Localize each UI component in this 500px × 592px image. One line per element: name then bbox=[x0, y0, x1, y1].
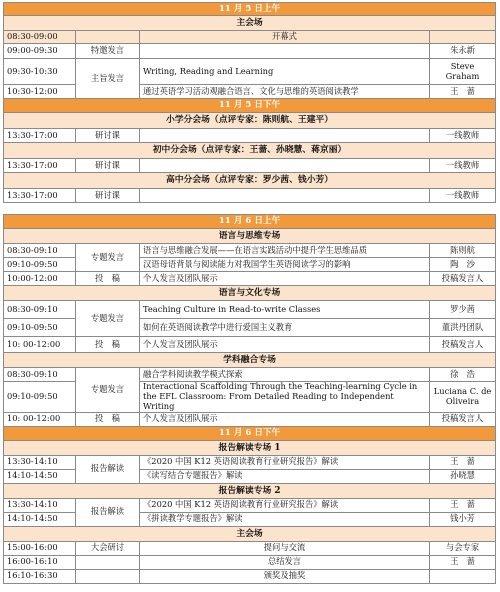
content-cell bbox=[140, 189, 430, 203]
day-header bbox=[4, 99, 496, 113]
session-title: 主会场 bbox=[4, 526, 496, 541]
time-cell: 10:30-12:00 bbox=[4, 85, 76, 99]
time-cell: 08:30-09:10 bbox=[4, 301, 76, 319]
content-cell: 《2020 中国 K12 英语阅读教育行业研究报告》解读 bbox=[140, 455, 430, 469]
type-cell: 投 稿 bbox=[76, 337, 140, 353]
speaker-cell: 罗少茜 bbox=[430, 301, 496, 319]
schedule-row bbox=[4, 59, 496, 85]
schedule-row bbox=[4, 301, 496, 319]
time-cell: 13:30-17:00 bbox=[4, 189, 76, 203]
session-title: 报告解读专场 2 bbox=[4, 483, 496, 498]
schedule-row bbox=[4, 44, 496, 59]
session-header bbox=[4, 143, 496, 159]
type-cell: 投 稿 bbox=[76, 272, 140, 286]
day-header-label: 11 月 5 日上午 bbox=[4, 3, 496, 16]
schedule-row bbox=[4, 541, 496, 555]
schedule-row bbox=[4, 498, 496, 512]
speaker-cell: 钱小芳 bbox=[430, 512, 496, 526]
content-cell: 总结发言 bbox=[140, 555, 430, 569]
type-cell bbox=[76, 555, 140, 569]
speaker-cell: 董洪丹团队 bbox=[430, 319, 496, 337]
schedule-row bbox=[4, 159, 496, 173]
speaker-cell: Steve Graham bbox=[430, 59, 496, 85]
session-header bbox=[4, 286, 496, 301]
content-cell: 融合学科阅读教学模式探索 bbox=[140, 368, 430, 382]
time-cell: 09:00-09:30 bbox=[4, 44, 76, 59]
speaker-cell: 陶 沙 bbox=[430, 258, 496, 272]
type-cell: 专题发言 bbox=[76, 368, 140, 413]
time-cell: 09:10-09:50 bbox=[4, 319, 76, 337]
speaker-cell: 陈则航 bbox=[430, 244, 496, 258]
type-cell: 专题发言 bbox=[76, 244, 140, 272]
schedule-row bbox=[4, 569, 496, 583]
speaker-cell: 一线教师 bbox=[430, 159, 496, 173]
time-cell: 09:30-10:30 bbox=[4, 59, 76, 85]
content-cell: 《读写结合专题报告》解读 bbox=[140, 469, 430, 483]
content-cell: 如何在英语阅读教学中进行爱国主义教育 bbox=[140, 319, 430, 337]
speaker-cell: 与会专家 bbox=[430, 541, 496, 555]
content-cell: 通过英语学习活动观融合语言、文化与思维的英语阅读教学 bbox=[140, 85, 430, 99]
day-header bbox=[4, 426, 496, 440]
time-cell: 16:00-16:10 bbox=[4, 555, 76, 569]
time-cell: 13:30-14:10 bbox=[4, 498, 76, 512]
day-header-label: 11 月 6 日下午 bbox=[4, 426, 496, 440]
day-header bbox=[4, 3, 496, 16]
time-cell: 08:30-09:10 bbox=[4, 368, 76, 382]
time-cell: 14:10-14:50 bbox=[4, 469, 76, 483]
day-header-label: 11 月 6 日上午 bbox=[4, 215, 496, 229]
time-cell: 10: 00-12:00 bbox=[4, 337, 76, 353]
speaker-cell: 王 蔷 bbox=[430, 85, 496, 99]
type-cell: 报告解读 bbox=[76, 455, 140, 483]
schedule-row bbox=[4, 368, 496, 382]
speaker-cell: 投稿发言人 bbox=[430, 412, 496, 426]
session-title: 小学分会场（点评专家：陈则航、王建平） bbox=[4, 113, 496, 129]
day-header-label: 11 月 5 日下午 bbox=[4, 99, 496, 113]
session-title: 语言与文化专场 bbox=[4, 286, 496, 301]
session-title: 学科融合专场 bbox=[4, 353, 496, 368]
session-header bbox=[4, 440, 496, 455]
session-header bbox=[4, 526, 496, 541]
content-cell: 个人发言及团队展示 bbox=[140, 337, 430, 353]
content-cell bbox=[140, 44, 430, 59]
time-cell: 08:30-09:10 bbox=[4, 244, 76, 258]
type-cell: 研讨课 bbox=[76, 159, 140, 173]
content-cell: 《拼读教学专题报告》解读 bbox=[140, 512, 430, 526]
type-cell: 报告解读 bbox=[76, 498, 140, 526]
time-cell: 09:10-09:50 bbox=[4, 258, 76, 272]
schedule-row bbox=[4, 189, 496, 203]
content-cell: 语言与思维融合发展——在语言实践活动中提升学生思维品质 bbox=[140, 244, 430, 258]
schedule-row bbox=[4, 455, 496, 469]
type-cell bbox=[76, 569, 140, 583]
content-cell: 提问与交流 bbox=[140, 541, 430, 555]
type-cell: 研讨课 bbox=[76, 129, 140, 143]
time-cell: 16:10-16:30 bbox=[4, 569, 76, 583]
speaker-cell: 王 蔷 bbox=[430, 498, 496, 512]
session-header bbox=[4, 16, 496, 31]
speaker-cell: 投稿发言人 bbox=[430, 272, 496, 286]
time-cell: 15:00-16:00 bbox=[4, 541, 76, 555]
day-header bbox=[4, 215, 496, 229]
session-title: 报告解读专场 1 bbox=[4, 440, 496, 455]
time-cell: 08:30-09:00 bbox=[4, 31, 76, 44]
speaker-cell: 王 蔷 bbox=[430, 555, 496, 569]
type-cell: 投 稿 bbox=[76, 412, 140, 426]
schedule-row bbox=[4, 129, 496, 143]
speaker-cell: Luciana C. de Oliveira bbox=[430, 382, 496, 413]
session-title: 高中分会场（点评专家：罗少茜、钱小芳） bbox=[4, 173, 496, 189]
time-cell: 10:00-12:00 bbox=[4, 272, 76, 286]
content-cell: 颁奖及抽奖 bbox=[140, 569, 430, 583]
session-title: 初中分会场（点评专家：王蔷、孙晓慧、蒋京丽） bbox=[4, 143, 496, 159]
session-header bbox=[4, 483, 496, 498]
speaker-cell bbox=[430, 569, 496, 583]
time-cell: 09:10-09:50 bbox=[4, 382, 76, 413]
content-cell: 个人发言及团队展示 bbox=[140, 412, 430, 426]
time-cell: 13:30-14:10 bbox=[4, 455, 76, 469]
content-cell bbox=[140, 159, 430, 173]
schedule-row bbox=[4, 412, 496, 426]
session-title: 语言与思维专场 bbox=[4, 229, 496, 244]
time-cell: 14:10-14:50 bbox=[4, 512, 76, 526]
speaker-cell: 朱永新 bbox=[430, 44, 496, 59]
content-cell: Writing, Reading and Learning bbox=[140, 59, 430, 85]
speaker-cell: 孙晓慧 bbox=[430, 469, 496, 483]
type-cell bbox=[76, 31, 140, 44]
type-cell: 研讨课 bbox=[76, 189, 140, 203]
content-cell: 汉语母语背景与阅读能力对我国学生英语阅读学习的影响 bbox=[140, 258, 430, 272]
schedule-row bbox=[4, 272, 496, 286]
schedule-row bbox=[4, 244, 496, 258]
time-cell: 13:30-17:00 bbox=[4, 159, 76, 173]
speaker-cell: 徐 浩 bbox=[430, 368, 496, 382]
content-cell: Teaching Culture in Read-to-write Classes bbox=[140, 301, 430, 319]
schedule-row bbox=[4, 31, 496, 44]
content-cell bbox=[140, 129, 430, 143]
speaker-cell: 王 蔷 bbox=[430, 455, 496, 469]
speaker-cell: 一线教师 bbox=[430, 129, 496, 143]
schedule-table-nov6 bbox=[3, 214, 496, 584]
time-cell: 10: 00-12:00 bbox=[4, 412, 76, 426]
speaker-cell bbox=[430, 31, 496, 44]
content-cell: 开幕式 bbox=[140, 31, 430, 44]
session-title: 主会场 bbox=[4, 16, 496, 31]
type-cell: 大会研讨 bbox=[76, 541, 140, 555]
content-cell: 个人发言及团队展示 bbox=[140, 272, 430, 286]
type-cell: 特邀发言 bbox=[76, 44, 140, 59]
speaker-cell: 投稿发言人 bbox=[430, 337, 496, 353]
schedule-row bbox=[4, 337, 496, 353]
session-header bbox=[4, 229, 496, 244]
schedule-table-nov5 bbox=[3, 2, 496, 203]
schedule-row bbox=[4, 555, 496, 569]
time-cell: 13:30-17:00 bbox=[4, 129, 76, 143]
type-cell: 专题发言 bbox=[76, 301, 140, 337]
speaker-cell: 一线教师 bbox=[430, 189, 496, 203]
session-header bbox=[4, 173, 496, 189]
content-cell: 《2020 中国 K12 英语阅读教育行业研究报告》解读 bbox=[140, 498, 430, 512]
session-header bbox=[4, 113, 496, 129]
content-cell: Interactional Scaffolding Through the Teaching-learning Cycle in the EFL Classroom: From Detailed Reading to Independent Writing bbox=[140, 382, 430, 413]
type-cell: 主旨发言 bbox=[76, 59, 140, 99]
session-header bbox=[4, 353, 496, 368]
